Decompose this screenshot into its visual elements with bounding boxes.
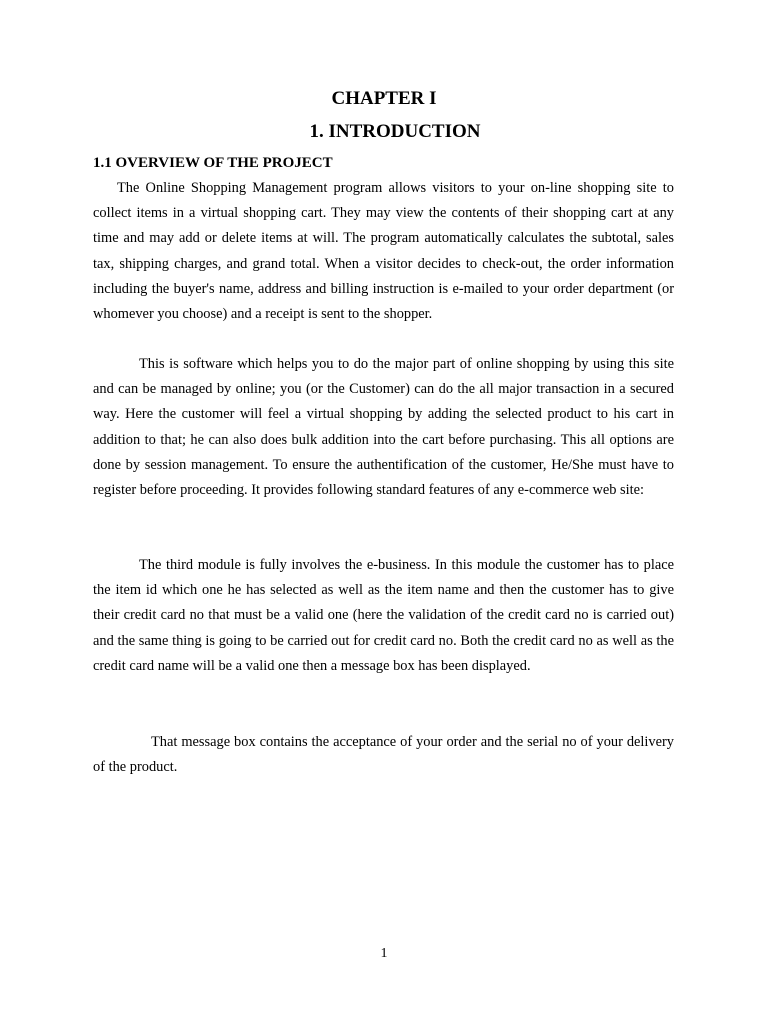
- paragraph-third-module: The third module is fully involves the e-business. In this module the customer has to place the item id which one he has selected as well as the item name and then the customer has to give their credit card no that must be a valid one (here the validation of the credit card no is carried out) and the same thing is going to be carried out for credit card no. Both the credit card no as well as the credit card name will be a valid one then a message box has been displayed.: [93, 557, 674, 674]
- page-number: 1: [380, 946, 388, 961]
- paragraph-overview: The Online Shopping Management program allows visitors to your on-line shopping site to collect items in a virtual shopping cart. They may view the contents of their shopping cart at any time and may add or delete items at will. The program automatically calculates the subtotal, sales tax, shipping charges, and grand total. When a visitor decides to check-out, the order information including the buyer's name, address and billing instruction is e-mailed to your order department (or whomever you choose) and a receipt is sent to the shopper.: [93, 180, 674, 323]
- chapter-title: 1. INTRODUCTION: [309, 121, 481, 142]
- paragraph-software-description: This is software which helps you to do the major part of online shopping by using this site and can be managed by online; you (or the Customer) can do the all major transaction in a secured way. Here the customer will feel a virtual shopping by adding the selected product to his cart in addition to that; he can also does bulk addition into the cart before purchasing. This all options are done by session management. To ensure the authentification of the customer, He/She must have to register before proceeding. It provides following standard features of any e-commerce web site:: [93, 356, 674, 499]
- paragraph-message-box: That message box contains the acceptance of your order and the serial no of your delivery of the product.: [93, 734, 674, 776]
- section-heading: 1.1 OVERVIEW OF THE PROJECT: [93, 155, 333, 171]
- chapter-label: CHAPTER I: [331, 88, 437, 109]
